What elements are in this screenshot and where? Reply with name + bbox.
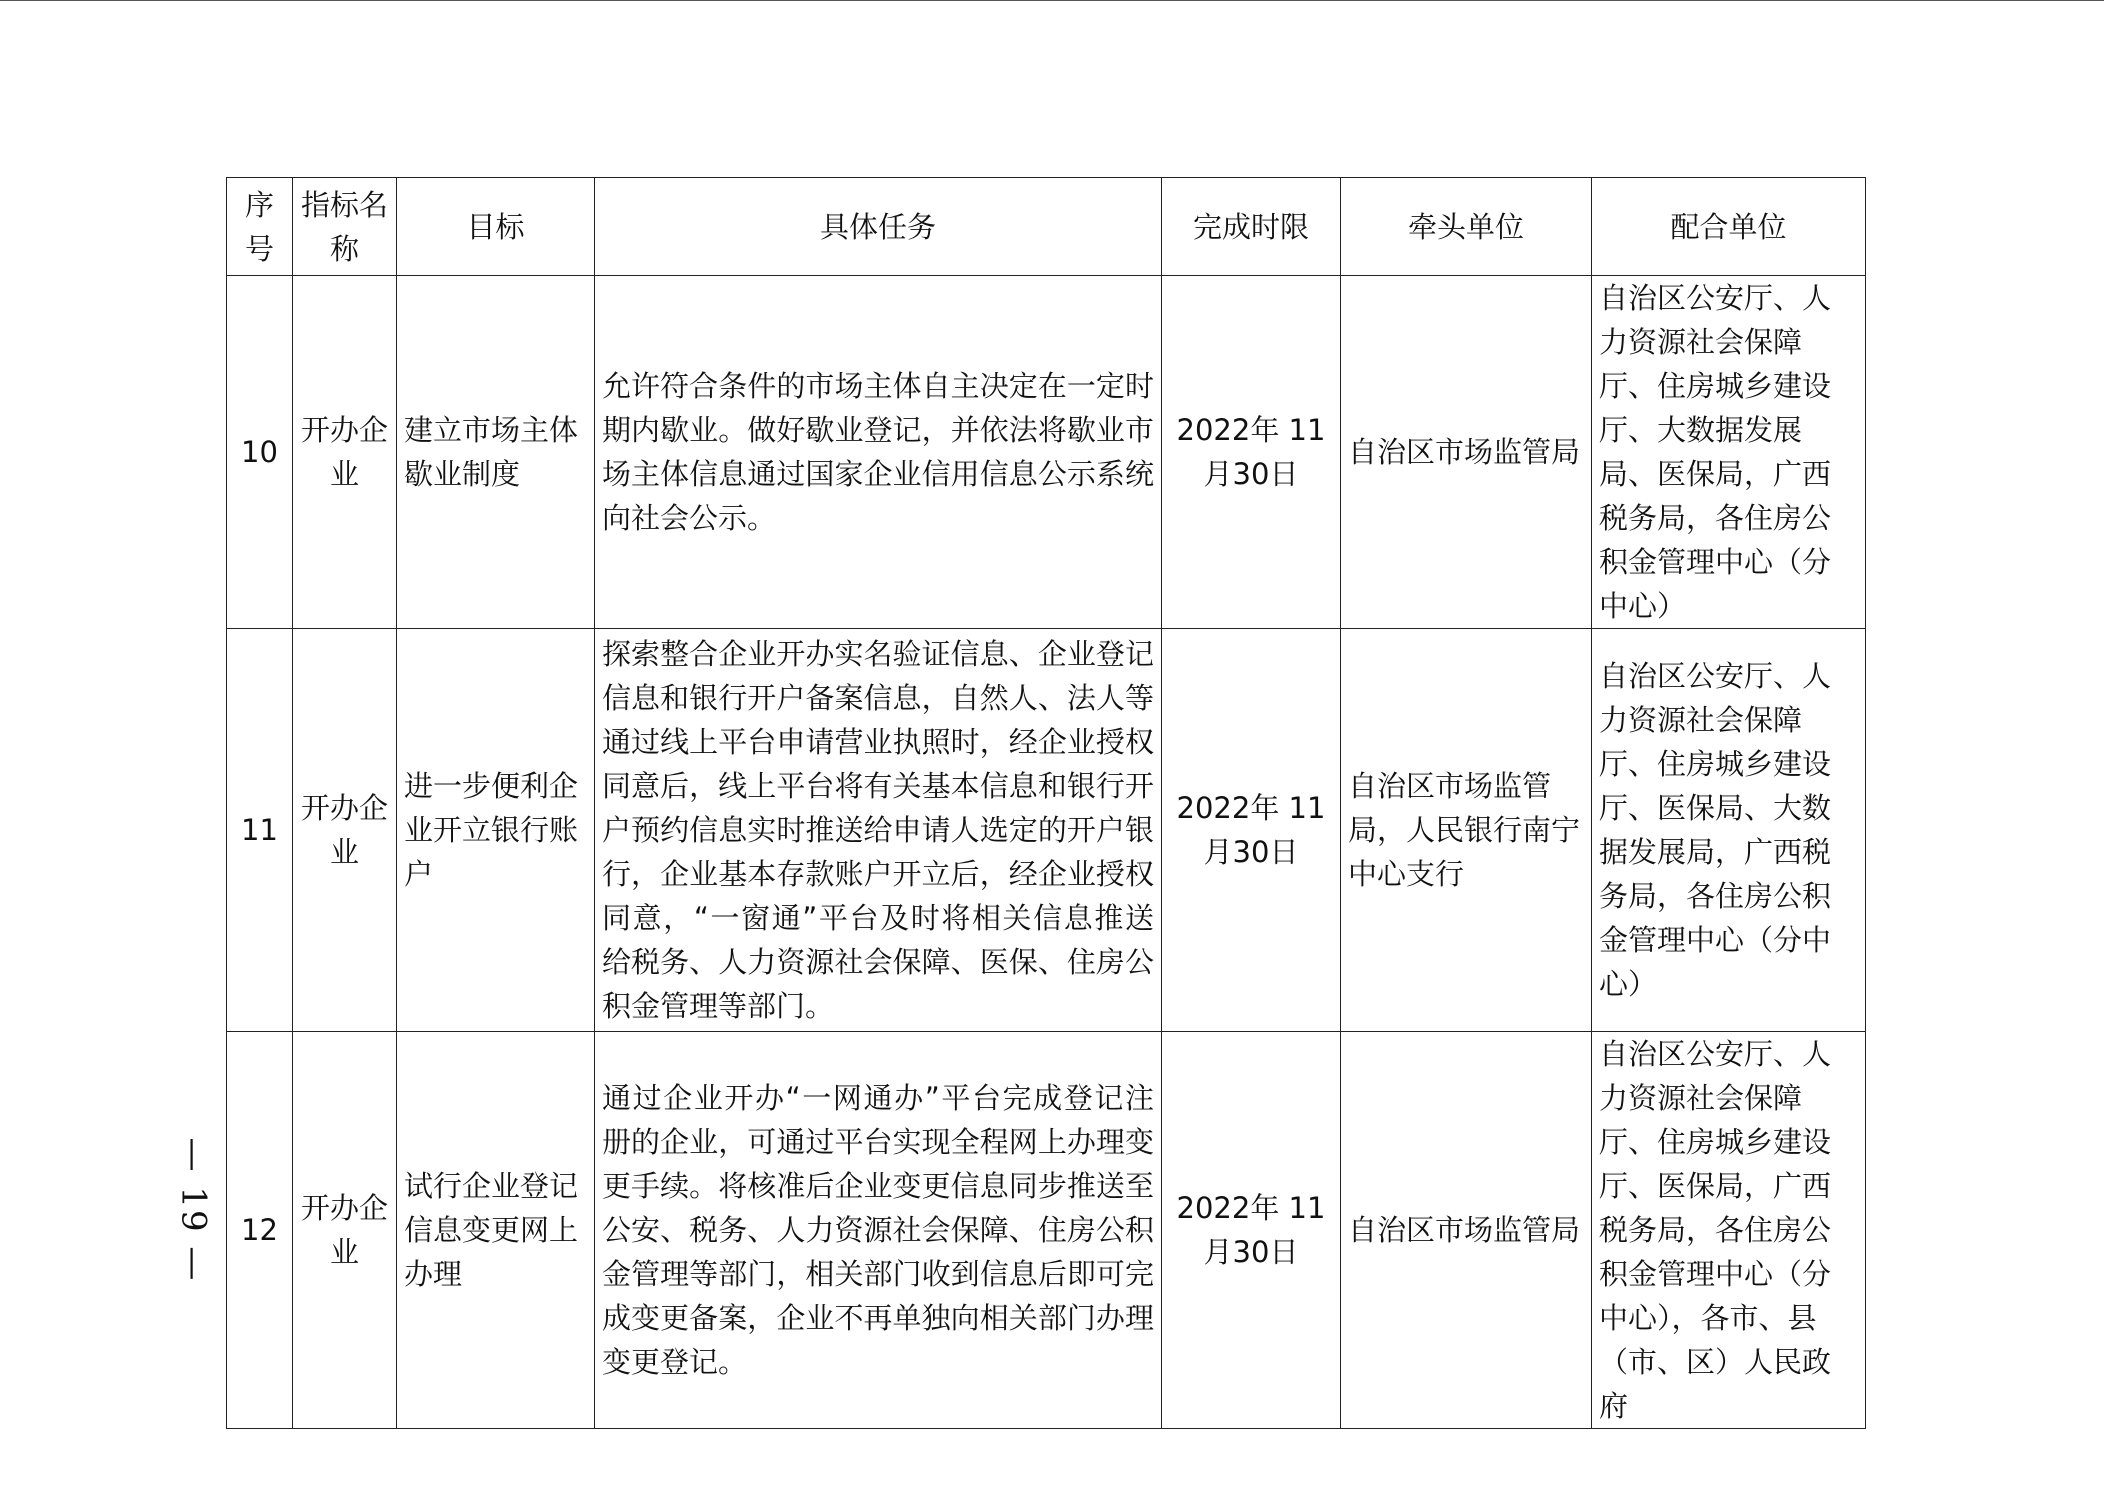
header-cell-lead: 牵头单位 [1341, 178, 1592, 276]
cell-task: 探索整合企业开办实名验证信息、企业登记信息和银行开户备案信息，自然人、法人等通过线上平台申请营业执照时，经企业授权同意后，线上平台将有关基本信息和银行开户预约信息实时推送给申请人选定的开户银行，企业基本存款账户开立后，经企业授权同意，“一窗通”平台及时将相关信息推送给税务、人力资源社会保障、医保、住房公积金管理等部门。 [595, 629, 1162, 1032]
page-number-text: — 19 — [173, 1137, 214, 1283]
cell-goal: 进一步便利企业开立银行账户 [397, 629, 595, 1032]
table-header-row [227, 178, 1866, 276]
cell-lead: 自治区市场监管局 [1341, 276, 1592, 629]
cell-support: 自治区公安厅、人力资源社会保障厅、住房城乡建设厅、医保局、大数据发展局，广西税务局，各住房公积金管理中心（分中心） [1592, 629, 1866, 1032]
table-row [227, 276, 1866, 629]
header-cell-no: 序号 [227, 178, 293, 276]
task-table [226, 177, 1866, 1429]
header-cell-goal: 目标 [397, 178, 595, 276]
cell-task: 允许符合条件的市场主体自主决定在一定时期内歇业。做好歇业登记，并依法将歇业市场主体信息通过国家企业信用信息公示系统向社会公示。 [595, 276, 1162, 629]
cell-no: 10 [227, 276, 293, 629]
table-row [227, 1032, 1866, 1429]
cell-indicator: 开办企业 [293, 629, 397, 1032]
header-cell-support: 配合单位 [1592, 178, 1866, 276]
top-border-line [0, 0, 2104, 1]
cell-lead: 自治区市场监管局 [1341, 1032, 1592, 1429]
cell-deadline: 2022年 11月30日 [1162, 276, 1341, 629]
cell-goal: 建立市场主体歇业制度 [397, 276, 595, 629]
cell-task: 通过企业开办“一网通办”平台完成登记注册的企业，可通过平台实现全程网上办理变更手续。将核准后企业变更信息同步推送至公安、税务、人力资源社会保障、住房公积金管理等部门，相关部门收到信息后即可完成变更备案，企业不再单独向相关部门办理变更登记。 [595, 1032, 1162, 1429]
header-cell-task: 具体任务 [595, 178, 1162, 276]
table-row [227, 629, 1866, 1032]
cell-deadline: 2022年 11月30日 [1162, 1032, 1341, 1429]
cell-lead: 自治区市场监管局，人民银行南宁中心支行 [1341, 629, 1592, 1032]
cell-goal: 试行企业登记信息变更网上办理 [397, 1032, 595, 1429]
cell-support: 自治区公安厅、人力资源社会保障厅、住房城乡建设厅、医保局，广西税务局，各住房公积金管理中心（分中心），各市、县（市、区）人民政府 [1592, 1032, 1866, 1429]
cell-deadline: 2022年 11月30日 [1162, 629, 1341, 1032]
header-cell-indicator: 指标名称 [293, 178, 397, 276]
cell-no: 12 [227, 1032, 293, 1429]
cell-indicator: 开办企业 [293, 1032, 397, 1429]
cell-support: 自治区公安厅、人力资源社会保障厅、住房城乡建设厅、大数据发展局、医保局，广西税务局，各住房公积金管理中心（分中心） [1592, 276, 1866, 629]
header-cell-deadline: 完成时限 [1162, 178, 1341, 276]
cell-indicator: 开办企业 [293, 276, 397, 629]
page-number [168, 1137, 218, 1283]
cell-no: 11 [227, 629, 293, 1032]
